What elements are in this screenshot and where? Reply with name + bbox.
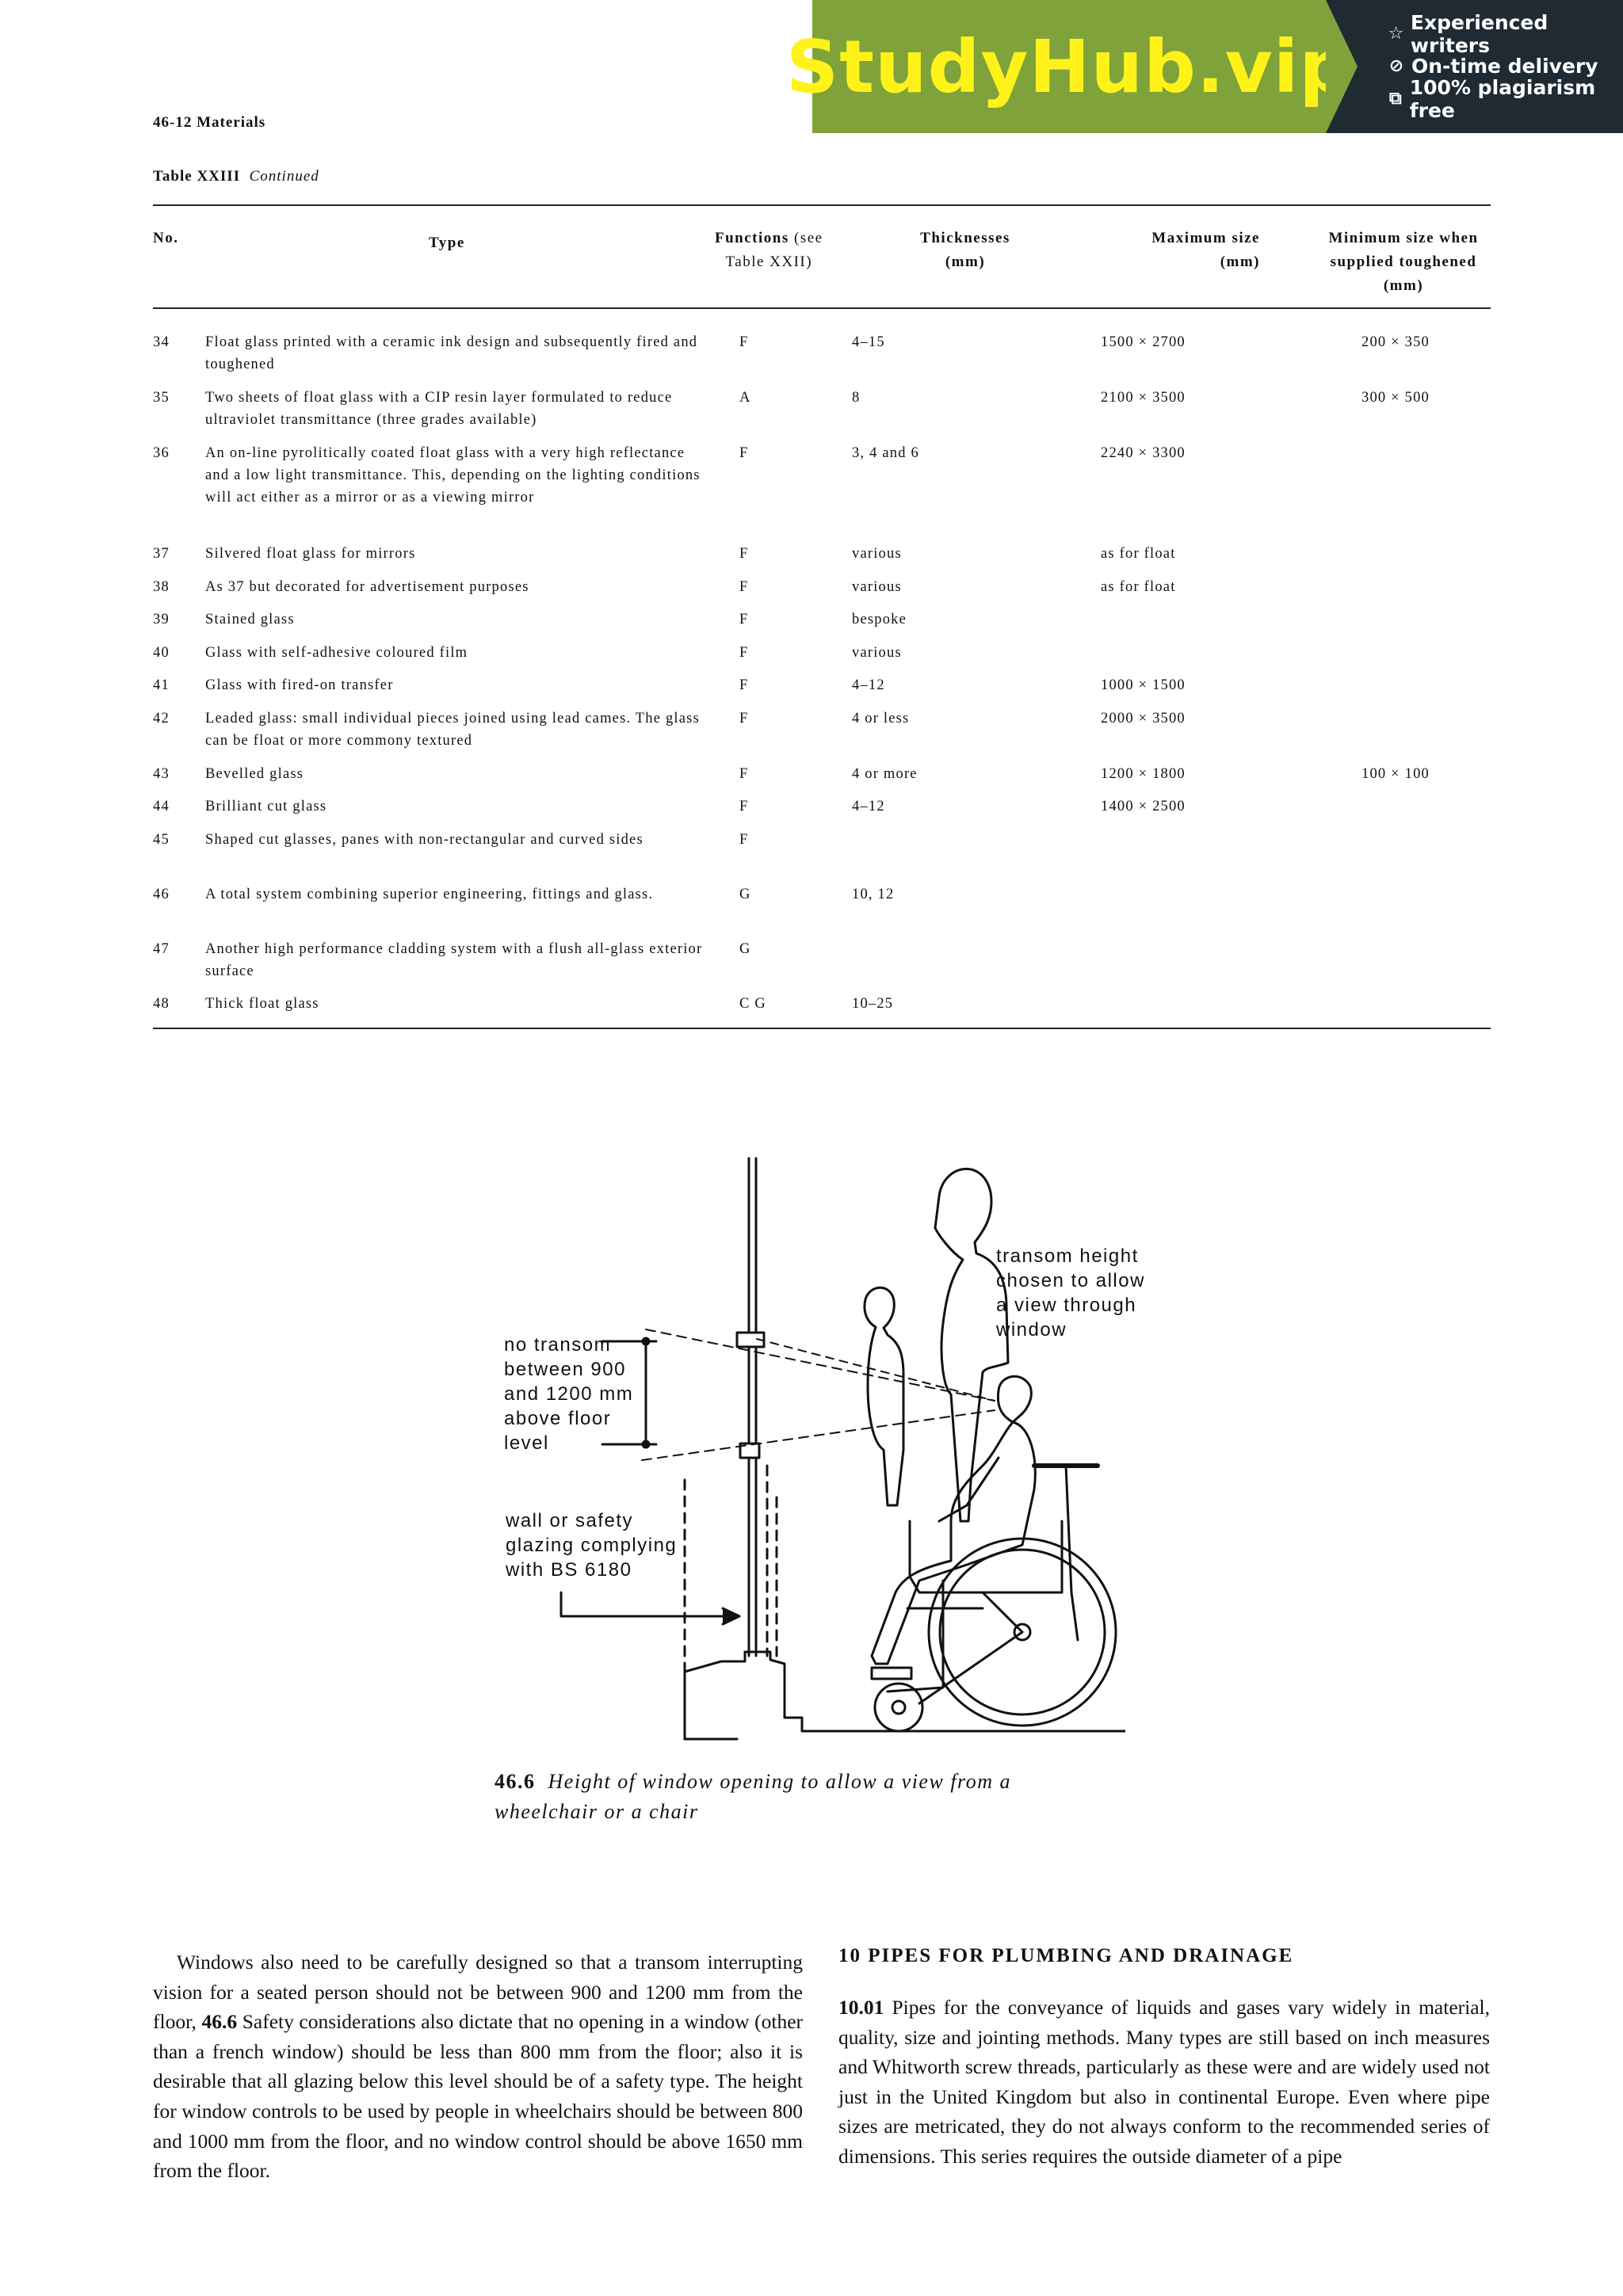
row-max-size: 1000 × 1500 — [1101, 677, 1186, 693]
row-functions: F — [739, 546, 749, 562]
row-thickness: 10–25 — [852, 996, 894, 1012]
row-type: Another high performance cladding system with a flush all-glass exterior surface — [205, 941, 703, 979]
row-functions: F — [739, 579, 749, 595]
table-caption-number: Table XXIII — [153, 168, 241, 185]
row-type: As 37 but decorated for advertisement purposes — [205, 579, 529, 595]
row-number: 43 — [153, 766, 170, 782]
col-header-thickness: Thicknesses (mm) — [920, 230, 1010, 270]
figure-caption-text: Height of window opening to allow a view from a wheelchair or a chair — [495, 1770, 1011, 1823]
brand-logo: StudyHub.vip — [785, 24, 1353, 109]
row-thickness: 4 or more — [852, 766, 918, 782]
row-functions: A — [739, 390, 751, 406]
row-number: 40 — [153, 645, 170, 661]
standing-child — [865, 1287, 903, 1505]
row-functions: F — [739, 334, 749, 350]
figure-caption-number: 46.6 — [495, 1770, 536, 1793]
row-type: Thick float glass — [205, 996, 319, 1012]
section-heading: 10 PIPES FOR PLUMBING AND DRAINAGE — [838, 1945, 1294, 1966]
feature-label: Experienced writers — [1410, 10, 1549, 57]
wheelchair-footrest — [872, 1668, 911, 1679]
col-header-no: No. — [153, 230, 179, 246]
row-max-size: 1400 × 2500 — [1101, 799, 1186, 814]
row-functions: F — [739, 612, 749, 627]
paragraph-number: 10.01 — [838, 1996, 884, 2019]
row-thickness: 4 or less — [852, 711, 910, 727]
row-functions: F — [739, 445, 749, 461]
row-functions: F — [739, 832, 749, 848]
row-max-size: 1500 × 2700 — [1101, 334, 1186, 350]
row-min-size: 300 × 500 — [1361, 390, 1430, 406]
table-caption-continued: Continued — [249, 168, 319, 185]
row-number: 47 — [153, 941, 170, 957]
table-header-rule — [153, 307, 1491, 309]
row-thickness: 4–15 — [852, 334, 885, 350]
row-min-size: 200 × 350 — [1361, 334, 1430, 350]
row-number: 45 — [153, 832, 170, 848]
row-number: 44 — [153, 799, 170, 814]
body-paragraph-pipes: 10.01 Pipes for the conveyance of liquids and gases vary widely in material, quality, size and jointing methods. Many types are still based on inch measures and Whitworth screw threads, particularly as these were and are widely used not just in the United Kingdom but also in continental Europe. Even where pipe sizes are metricated, they do not always conform to the recommended series of dimensions. This series requires the outside diameter of a pipe — [838, 1996, 1491, 2168]
feature-label: On-time delivery — [1411, 55, 1598, 78]
row-number: 39 — [153, 612, 170, 627]
row-number: 41 — [153, 677, 170, 693]
sightline-lower — [642, 1410, 995, 1460]
row-number: 37 — [153, 546, 170, 562]
ad-banner[interactable] — [785, 0, 1623, 133]
row-type: Brilliant cut glass — [205, 799, 327, 814]
feature-item — [1388, 10, 1623, 57]
row-number: 34 — [153, 334, 170, 350]
row-type: Float glass printed with a ceramic ink design and subsequently fired and toughened — [205, 334, 698, 372]
table-bottom-rule — [153, 1028, 1491, 1029]
row-type: Glass with self-adhesive coloured film — [205, 645, 468, 661]
row-max-size: 2240 × 3300 — [1101, 445, 1186, 461]
clock-icon: ⊘ — [1388, 56, 1404, 76]
no-transom-label: no transom between 900 and 1200 mm above floor level — [504, 1334, 634, 1454]
row-max-size: as for float — [1101, 579, 1176, 595]
row-thickness: 4–12 — [852, 677, 885, 693]
row-min-size: 100 × 100 — [1361, 766, 1430, 782]
row-number: 38 — [153, 579, 170, 595]
col-header-min: Minimum size when supplied toughened (mm) — [1328, 230, 1479, 294]
row-functions: F — [739, 711, 749, 727]
row-number: 48 — [153, 996, 170, 1012]
row-thickness: various — [852, 579, 902, 595]
row-type: Two sheets of float glass with a CIP resin layer formulated to reduce ultraviolet transmittance (three grades available) — [205, 390, 673, 428]
row-thickness: 8 — [852, 390, 861, 406]
table-top-rule — [153, 204, 1491, 206]
transom-label: transom height chosen to allow a view through window — [996, 1245, 1145, 1341]
row-type: Silvered float glass for mirrors — [205, 546, 416, 562]
row-number: 36 — [153, 445, 170, 461]
row-thickness: various — [852, 645, 902, 661]
row-type: An on-line pyrolitically coated float glass with a very high reflectance and a low light transmittance. This, depending on the lighting conditions will act either as a mirror or as a viewing mirror — [205, 445, 701, 505]
row-type: Bevelled glass — [205, 766, 304, 782]
col-header-max: Maximum size (mm) — [1151, 230, 1260, 270]
row-functions: F — [739, 799, 749, 814]
table-caption — [153, 168, 319, 185]
row-number: 46 — [153, 887, 170, 902]
row-functions: F — [739, 677, 749, 693]
row-max-size: as for float — [1101, 546, 1176, 562]
row-type: Glass with fired-on transfer — [205, 677, 394, 693]
row-type: Shaped cut glasses, panes with non-rectangular and curved sides — [205, 832, 643, 848]
row-thickness: 4–12 — [852, 799, 885, 814]
figure-reference: 46.6 — [201, 2010, 238, 2034]
row-functions: C G — [739, 996, 766, 1012]
row-thickness: bespoke — [852, 612, 907, 627]
col-header-type: Type — [429, 235, 465, 251]
figure-caption — [495, 1767, 1097, 1827]
row-type: Leaded glass: small individual pieces joined using lead cames. The glass can be float or more commony textured — [205, 711, 700, 749]
row-type: Stained glass — [205, 612, 295, 627]
star-icon: ☆ — [1388, 24, 1404, 44]
row-max-size: 2100 × 3500 — [1101, 390, 1186, 406]
running-head: 46-12 Materials — [153, 114, 266, 131]
row-functions: F — [739, 645, 749, 661]
seated-person-head — [998, 1376, 1031, 1422]
row-thickness: 10, 12 — [852, 887, 895, 902]
copy-icon: ⧉ — [1389, 89, 1402, 109]
wall-label: wall or safety glazing complying with BS 6180 — [506, 1510, 678, 1581]
row-functions: G — [739, 941, 751, 957]
row-thickness: 3, 4 and 6 — [852, 445, 919, 461]
seated-person-body — [872, 1422, 1035, 1664]
row-number: 42 — [153, 711, 170, 727]
feature-item — [1388, 75, 1623, 122]
row-number: 35 — [153, 390, 170, 406]
row-thickness: various — [852, 546, 902, 562]
body-paragraph-windows: Windows also need to be carefully designed so that a transom interrupting vision for a seated person should not be between 900 and 1200 mm from the floor, 46.6 Safety considerations also dictate that no opening in a window (other than a french window) should be less than 800 mm from the floor; also it is desirable that all glazing below this level should be of a safety type. The height for window controls to be used by people in wheelchairs should be between 800 and 1000 mm from the floor, and no window control should be above 1650 mm from the floor. — [153, 1951, 804, 2183]
row-functions: G — [739, 887, 751, 902]
arrow-to-wall — [561, 1592, 737, 1616]
row-max-size: 1200 × 1800 — [1101, 766, 1186, 782]
row-max-size: 2000 × 3500 — [1101, 711, 1186, 727]
row-functions: F — [739, 766, 749, 782]
standing-adult — [935, 1169, 1008, 1521]
features-panel — [1326, 0, 1623, 133]
col-header-functions: Functions (see Table XXII) — [715, 230, 823, 270]
sill-floor — [685, 1652, 1125, 1739]
brand-panel — [785, 0, 1353, 133]
row-type: A total system combining superior engineering, fittings and glass. — [205, 887, 654, 902]
feature-label: 100% plagiarism free — [1409, 75, 1596, 122]
